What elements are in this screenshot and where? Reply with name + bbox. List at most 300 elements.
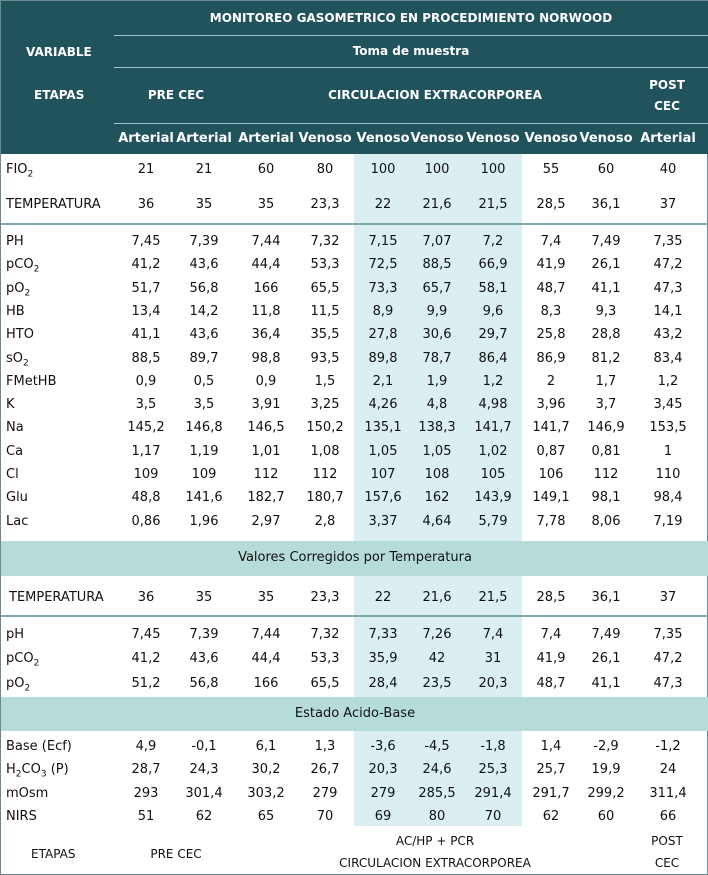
row-label [6, 676, 30, 694]
footer-post-1: POST [651, 834, 683, 848]
table-cell: 21,5 [478, 590, 508, 605]
table-cell: -0,1 [191, 739, 217, 754]
table-cell: 88,5 [422, 257, 452, 273]
table-cell: 65,5 [310, 280, 340, 296]
table-cell: 80 [428, 809, 446, 824]
table-cell: 7,49 [591, 234, 621, 249]
label-text: (P) [46, 762, 69, 777]
table-cell: 30,6 [422, 327, 452, 343]
table-cell: 47,2 [653, 651, 683, 666]
table-cell: 4,64 [422, 513, 452, 529]
footer-etapas: ETAPAS [31, 847, 76, 861]
label-text: sO [6, 350, 24, 366]
header-divider [114, 67, 708, 68]
table-cell: -1,2 [655, 739, 681, 754]
table-cell: 285,5 [418, 786, 456, 801]
table-cell: 20,3 [368, 762, 398, 777]
table-cell: 180,7 [306, 490, 344, 506]
etapas-label: ETAPAS [34, 88, 85, 102]
table-cell: 1 [663, 443, 673, 459]
table-cell: 7,39 [189, 627, 219, 642]
table-cell: 43,2 [653, 327, 683, 343]
table-cell: 51 [137, 809, 155, 824]
table-cell: 98,1 [591, 490, 621, 506]
stage-pre-cec: PRE CEC [147, 88, 205, 102]
table-cell: 40 [659, 162, 677, 177]
table-cell: 3,5 [135, 397, 157, 413]
column-header: Venoso [524, 131, 578, 146]
row-label [6, 327, 34, 342]
label-text: Na [6, 420, 24, 436]
table-cell: 27,8 [368, 327, 398, 343]
table-cell: -2,9 [593, 739, 619, 754]
header-divider [114, 123, 708, 124]
table-cell: 1,4 [540, 739, 562, 754]
table-cell: 41,1 [591, 280, 621, 296]
table-cell: 21,6 [422, 197, 452, 212]
table-cell: 81,2 [591, 350, 621, 366]
row-label [6, 809, 37, 824]
table-cell: 105 [480, 467, 506, 482]
table-cell: 70 [484, 809, 502, 824]
row-label [6, 304, 25, 319]
row-label [6, 627, 24, 642]
table-cell: 48,7 [536, 280, 566, 296]
row-label [6, 444, 23, 459]
table-cell: 0,5 [193, 373, 215, 389]
footer-post-2: CEC [654, 856, 680, 870]
table-cell: 80 [316, 162, 334, 177]
row-label [6, 739, 72, 754]
table-cell: 112 [312, 467, 338, 482]
table-cell: 4,98 [478, 397, 508, 413]
table-cell: 141,7 [532, 420, 570, 436]
column-header: Arterial [238, 131, 294, 146]
table-cell: 0,87 [536, 443, 566, 459]
table-cell: 41,2 [131, 257, 161, 273]
table-cell: 20,3 [478, 676, 508, 691]
table-cell: 2 [546, 373, 556, 389]
table-cell: 65,7 [422, 280, 452, 296]
table-cell: 23,3 [310, 197, 340, 212]
table-cell: 24,6 [422, 762, 452, 777]
table-cell: 83,4 [653, 350, 683, 366]
table-cell: 0,9 [255, 373, 277, 389]
table-cell: 7,39 [189, 234, 219, 249]
table-cell: 2,97 [251, 513, 281, 529]
table-cell: 107 [370, 467, 396, 482]
table-cell: 141,7 [474, 420, 512, 436]
table-cell: 36,4 [251, 327, 281, 343]
table-cell: 60 [257, 162, 275, 177]
variable-label: VARIABLE [26, 45, 92, 59]
table-cell: 41,1 [131, 327, 161, 343]
table-cell: 42 [428, 651, 446, 666]
table-cell: 48,7 [536, 676, 566, 691]
table-cell: 135,1 [364, 420, 402, 436]
label-text: NIRS [6, 809, 37, 824]
table-cell: 88,5 [131, 350, 161, 366]
table-cell: 73,3 [368, 280, 398, 296]
table-cell: 24 [659, 762, 677, 777]
table-cell: 110 [655, 467, 681, 482]
table-cell: 37 [659, 197, 677, 212]
table-cell: 149,1 [532, 490, 570, 506]
table-cell: 7,35 [653, 627, 683, 642]
table-cell: 291,7 [532, 786, 570, 801]
label-text: TEMPERATURA [9, 590, 104, 605]
header-divider [114, 35, 708, 36]
row-label [6, 514, 28, 529]
table-cell: 72,5 [368, 257, 398, 273]
column-header: Arterial [118, 131, 174, 146]
table-cell: 9,6 [482, 303, 504, 319]
table-cell: 162 [424, 490, 450, 506]
table-cell: 1,2 [482, 373, 504, 389]
table-cell: 86,9 [536, 350, 566, 366]
table-cell: 62 [542, 809, 560, 824]
table-cell: 53,3 [310, 651, 340, 666]
table-cell: 29,7 [478, 327, 508, 343]
stage-post-1: POST [649, 78, 685, 92]
table-cell: 98,8 [251, 350, 281, 366]
table-cell: 24,3 [189, 762, 219, 777]
table-cell: -4,5 [424, 739, 450, 754]
table-cell: 11,8 [251, 303, 281, 319]
table-cell: 89,7 [189, 350, 219, 366]
table-cell: 3,91 [251, 397, 281, 413]
table-cell: 98,4 [653, 490, 683, 506]
table-cell: 26,1 [591, 651, 621, 666]
subscript: 2 [23, 358, 29, 369]
subscript: 2 [15, 769, 22, 780]
table-cell: 7,4 [482, 627, 504, 642]
row-label [6, 351, 29, 369]
table-cell: 7,45 [131, 627, 161, 642]
label-text: mOsm [6, 786, 49, 801]
table-cell: 279 [370, 786, 396, 801]
label-text: H [6, 762, 16, 777]
table-cell: 8,06 [591, 513, 621, 529]
table-cell: 9,3 [595, 303, 617, 319]
column-header: Arterial [640, 131, 696, 146]
table-cell: 26,1 [591, 257, 621, 273]
table-cell: 7,32 [310, 234, 340, 249]
table-cell: 166 [253, 676, 279, 691]
table-cell: 36,1 [591, 197, 621, 212]
table-cell: 7,26 [422, 627, 452, 642]
table-cell: 1,05 [422, 443, 452, 459]
table-cell: 48,8 [131, 490, 161, 506]
row-label [6, 197, 101, 212]
row-label [6, 374, 56, 389]
label-text: pO [6, 280, 25, 296]
column-header: Venoso [356, 131, 410, 146]
table-cell: 106 [538, 467, 564, 482]
label-text: pO [6, 676, 25, 691]
table-cell: 44,4 [251, 257, 281, 273]
table-cell: 66 [659, 809, 677, 824]
row-label [9, 590, 104, 605]
table-cell: 279 [312, 786, 338, 801]
table-cell: 7,15 [368, 234, 398, 249]
table-cell: 7,45 [131, 234, 161, 249]
table-cell: 3,96 [536, 397, 566, 413]
table-cell: 150,2 [306, 420, 344, 436]
table-cell: 7,44 [251, 234, 281, 249]
label-text: CO [21, 762, 41, 777]
table-cell: 55 [542, 162, 560, 177]
label-text: FIO [6, 162, 28, 177]
table-cell: 153,5 [649, 420, 687, 436]
table-cell: 56,8 [189, 280, 219, 296]
table-cell: 311,4 [649, 786, 687, 801]
table-cell: 3,7 [595, 397, 617, 413]
table-cell: 60 [597, 162, 615, 177]
table-cell: 41,2 [131, 651, 161, 666]
table-cell: 7,35 [653, 234, 683, 249]
table-cell: 51,7 [131, 280, 161, 296]
table-cell: 146,8 [185, 420, 223, 436]
table-cell: 1,7 [595, 373, 617, 389]
table-cell: 1,17 [131, 443, 161, 459]
table-cell: 6,1 [255, 739, 277, 754]
toma-label: Toma de muestra [352, 44, 470, 58]
table-cell: 60 [597, 809, 615, 824]
table-cell: 62 [195, 809, 213, 824]
table-cell: 109 [191, 467, 217, 482]
table-cell: 145,2 [127, 420, 165, 436]
table-cell: 7,32 [310, 627, 340, 642]
table-cell: 0,86 [131, 513, 161, 529]
table-cell: 3,37 [368, 513, 398, 529]
table-cell: 21 [137, 162, 155, 177]
section-corr-title: Valores Corregidos por Temperatura [238, 550, 472, 565]
table-cell: 22 [374, 590, 392, 605]
table-cell: 108 [424, 467, 450, 482]
table-cell: 301,4 [185, 786, 223, 801]
label-text: FMetHB [6, 373, 57, 389]
row-label [6, 162, 33, 180]
table-cell: 7,2 [482, 234, 504, 249]
row-label [6, 257, 39, 275]
table-cell: 1,08 [310, 443, 340, 459]
row-divider [1, 223, 708, 225]
table-cell: 36 [137, 590, 155, 605]
label-text: HB [6, 303, 25, 319]
subscript: 2 [33, 264, 40, 275]
table-cell: 36 [137, 197, 155, 212]
highlight-band [354, 154, 522, 541]
table-cell: 1,9 [426, 373, 448, 389]
table-cell: 51,2 [131, 676, 161, 691]
row-label [6, 420, 24, 435]
table-cell: 35 [195, 197, 213, 212]
table-cell: 35 [257, 197, 275, 212]
row-label [6, 490, 28, 505]
table-cell: 28,5 [536, 590, 566, 605]
footer-circulacion: CIRCULACION EXTRACORPOREA [339, 856, 531, 870]
table-cell: 65 [257, 809, 275, 824]
table-cell: 1,2 [657, 373, 679, 389]
table-cell: 70 [316, 809, 334, 824]
label-text: TEMPERATURA [6, 197, 101, 212]
table-cell: 182,7 [247, 490, 285, 506]
table-cell: 7,4 [540, 627, 562, 642]
table-cell: 3,25 [310, 397, 340, 413]
table-cell: 303,2 [247, 786, 285, 801]
label-text: HTO [6, 327, 34, 343]
table-cell: 7,78 [536, 513, 566, 529]
table-cell: 143,9 [474, 490, 512, 506]
table-cell: 146,9 [587, 420, 625, 436]
table-cell: 7,49 [591, 627, 621, 642]
column-header: Arterial [176, 131, 232, 146]
table-cell: 21,6 [422, 590, 452, 605]
row-label [6, 234, 24, 249]
subscript: 2 [27, 169, 34, 180]
subscript: 3 [40, 769, 47, 780]
table-cell: 93,5 [310, 350, 340, 366]
table-cell: 41,9 [536, 257, 566, 273]
table-cell: -1,8 [480, 739, 506, 754]
table-cell: 291,4 [474, 786, 512, 801]
table-cell: 0,9 [135, 373, 157, 389]
table-cell: 1,19 [189, 443, 219, 459]
table-cell: 65,5 [310, 676, 340, 691]
table-cell: 100 [424, 162, 450, 177]
table-cell: 19,9 [591, 762, 621, 777]
label-text: pCO [6, 257, 34, 273]
table-cell: 8,3 [540, 303, 562, 319]
table-cell: 0,81 [591, 443, 621, 459]
table-cell: 89,8 [368, 350, 398, 366]
table-cell: 1,3 [314, 739, 336, 754]
table-cell: 8,9 [372, 303, 394, 319]
column-header: Venoso [410, 131, 464, 146]
table-cell: 112 [593, 467, 619, 482]
table-cell: 5,79 [478, 513, 508, 529]
table-cell: 166 [253, 280, 279, 296]
table-cell: 112 [253, 467, 279, 482]
column-header: Venoso [298, 131, 352, 146]
table-cell: 28,5 [536, 197, 566, 212]
table-cell: 109 [133, 467, 159, 482]
table-cell: 43,6 [189, 257, 219, 273]
row-label [6, 762, 69, 780]
table-cell: 35,9 [368, 651, 398, 666]
table-cell: 21 [195, 162, 213, 177]
table-cell: 22 [374, 197, 392, 212]
section-acid-title: Estado Acido-Base [294, 706, 416, 721]
table-cell: 47,3 [653, 280, 683, 296]
table-cell: 25,3 [478, 762, 508, 777]
column-header: Venoso [579, 131, 633, 146]
table-cell: 7,4 [540, 234, 562, 249]
label-text: K [6, 397, 15, 413]
table-cell: 44,4 [251, 651, 281, 666]
label-text: Base (Ecf) [6, 739, 72, 754]
footer-achp: AC/HP + PCR [395, 834, 475, 848]
table-cell: 1,96 [189, 513, 219, 529]
subscript: 2 [33, 658, 40, 669]
row-divider [1, 615, 708, 617]
table-cell: 2,8 [314, 513, 336, 529]
table-cell: 35,5 [310, 327, 340, 343]
table-cell: 157,6 [364, 490, 402, 506]
table-cell: 146,5 [247, 420, 285, 436]
table-cell: 31 [484, 651, 502, 666]
table-title: MONITOREO GASOMETRICO EN PROCEDIMIENTO NORWOOD [209, 11, 613, 25]
label-text: pH [6, 627, 25, 642]
table-cell: 3,45 [653, 397, 683, 413]
table-cell: 56,8 [189, 676, 219, 691]
table-cell: 25,8 [536, 327, 566, 343]
table-cell: 28,7 [131, 762, 161, 777]
label-text: Ca [6, 443, 24, 459]
table-cell: 141,6 [185, 490, 223, 506]
label-text: pCO [6, 651, 34, 666]
table-cell: 30,2 [251, 762, 281, 777]
table-cell: 53,3 [310, 257, 340, 273]
row-label [6, 651, 39, 669]
table-cell: 1,5 [314, 373, 336, 389]
stage-post-2: CEC [654, 99, 680, 113]
table-cell: 7,33 [368, 627, 398, 642]
subscript: 2 [24, 288, 31, 299]
table-cell: 7,44 [251, 627, 281, 642]
table-cell: 299,2 [587, 786, 625, 801]
row-label [6, 397, 15, 412]
table-cell: 25,7 [536, 762, 566, 777]
table-cell: 43,6 [189, 651, 219, 666]
footer-pre-cec: PRE CEC [150, 847, 202, 861]
table-cell: 2,1 [372, 373, 394, 389]
table-cell: 43,6 [189, 327, 219, 343]
table-cell: 14,1 [653, 303, 683, 319]
subscript: 2 [24, 683, 31, 694]
label-text: Lac [6, 513, 29, 529]
table-cell: 58,1 [478, 280, 508, 296]
table-cell: 36,1 [591, 590, 621, 605]
table-cell: 4,26 [368, 397, 398, 413]
label-text: Cl [6, 467, 19, 482]
table-cell: 7,19 [653, 513, 683, 529]
column-header: Venoso [466, 131, 520, 146]
table-cell: 41,9 [536, 651, 566, 666]
label-text: PH [6, 234, 24, 249]
table-cell: 1,01 [251, 443, 281, 459]
table-cell: 3,5 [193, 397, 215, 413]
row-label [6, 467, 19, 482]
table-cell: 69 [374, 809, 392, 824]
table-cell: -3,6 [370, 739, 396, 754]
table-cell: 9,9 [426, 303, 448, 319]
table-cell: 47,2 [653, 257, 683, 273]
table-cell: 66,9 [478, 257, 508, 273]
table-cell: 35 [195, 590, 213, 605]
table-cell: 21,5 [478, 197, 508, 212]
table-cell: 86,4 [478, 350, 508, 366]
table-cell: 28,8 [591, 327, 621, 343]
table-cell: 37 [659, 590, 677, 605]
stage-circulacion: CIRCULACION EXTRACORPOREA [328, 88, 542, 102]
table-cell: 23,5 [422, 676, 452, 691]
table-cell: 11,5 [310, 303, 340, 319]
table-cell: 13,4 [131, 303, 161, 319]
table-cell: 293 [133, 786, 159, 801]
row-label [6, 281, 30, 299]
